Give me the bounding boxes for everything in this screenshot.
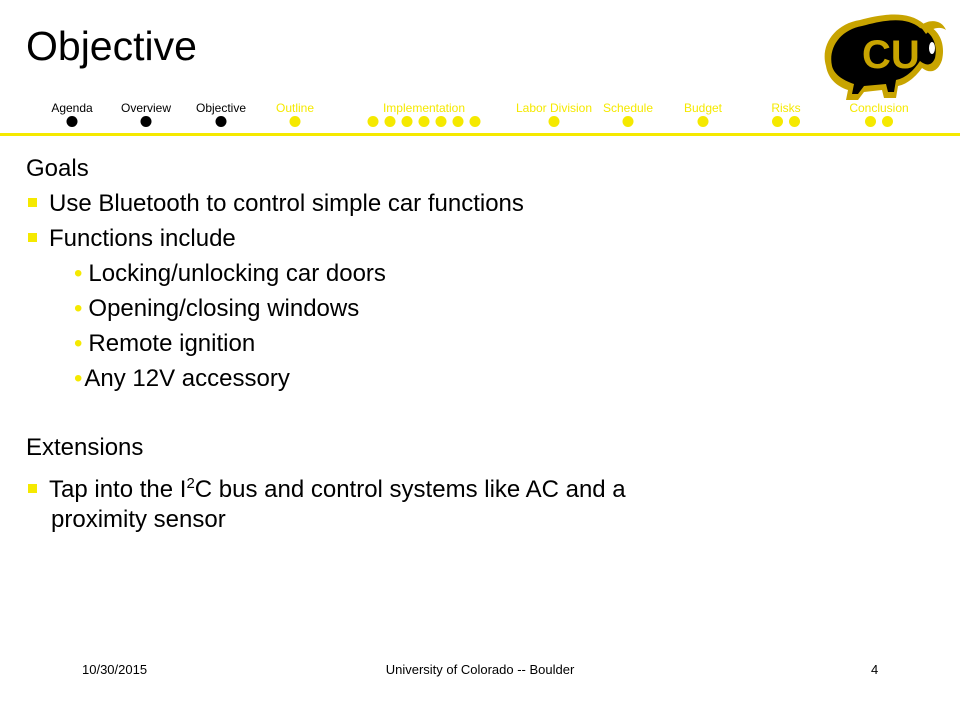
- extension-text-pre: Tap into the I: [49, 476, 187, 503]
- nav-dots: [865, 116, 893, 127]
- square-bullet-icon: [28, 233, 37, 242]
- nav-dots: [67, 116, 78, 127]
- goal-text: Use Bluetooth to control simple car functions: [49, 190, 524, 217]
- nav-dot[interactable]: [402, 116, 413, 127]
- goal-item: [28, 224, 236, 254]
- extension-text-post: C bus and control systems like AC and a: [194, 476, 626, 503]
- function-text: Any 12V accessory: [84, 365, 290, 392]
- square-bullet-icon: [28, 198, 37, 207]
- nav-dot[interactable]: [772, 116, 783, 127]
- nav-label: Outline: [275, 101, 315, 115]
- dot-bullet-icon: •: [74, 295, 83, 322]
- dot-bullet-icon: •: [74, 365, 83, 392]
- square-bullet-icon: [28, 484, 37, 493]
- nav-label: Conclusion: [849, 101, 909, 115]
- function-text: Locking/unlocking car doors: [88, 260, 386, 287]
- nav-dot[interactable]: [385, 116, 396, 127]
- buffalo-cu-logo-icon: [812, 6, 952, 102]
- nav-dot[interactable]: [549, 116, 560, 127]
- nav-label: Implementation: [382, 101, 466, 115]
- logo-text: [862, 33, 920, 77]
- extension-superscript: 2: [186, 475, 195, 492]
- slide-title: Objective: [26, 23, 197, 69]
- nav-dots: [549, 116, 560, 127]
- nav-label: Labor Division: [515, 101, 593, 115]
- goals-heading: Goals: [26, 155, 89, 182]
- nav-dot[interactable]: [141, 116, 152, 127]
- nav-dot[interactable]: [67, 116, 78, 127]
- nav-dots: [698, 116, 709, 127]
- nav-label: Budget: [683, 101, 723, 115]
- footer-date: 10/30/2015: [82, 662, 148, 677]
- nav-dot[interactable]: [419, 116, 430, 127]
- nav-dot[interactable]: [453, 116, 464, 127]
- nav-label: Objective: [195, 101, 247, 115]
- nav-dot[interactable]: [698, 116, 709, 127]
- nav-dot[interactable]: [882, 116, 893, 127]
- nav-label: Agenda: [51, 101, 93, 115]
- nav-dot[interactable]: [436, 116, 447, 127]
- section-navigation: [0, 100, 960, 132]
- nav-dots: [623, 116, 634, 127]
- slide-number: 4: [871, 662, 879, 677]
- function-item: [74, 364, 290, 394]
- function-item: [74, 259, 386, 289]
- nav-dot[interactable]: [290, 116, 301, 127]
- function-item: [74, 294, 359, 324]
- dot-bullet-icon: •: [74, 330, 83, 357]
- nav-dot[interactable]: [470, 116, 481, 127]
- function-text: Remote ignition: [88, 330, 256, 357]
- footer-organization: University of Colorado -- Boulder: [385, 662, 575, 677]
- nav-dots: [772, 116, 800, 127]
- nav-dots: [290, 116, 301, 127]
- nav-dot[interactable]: [368, 116, 379, 127]
- extension-item: [28, 469, 626, 505]
- goal-text: Functions include: [49, 225, 236, 252]
- nav-dots: [368, 116, 481, 127]
- dot-bullet-icon: •: [74, 260, 83, 287]
- svg-text:CU: CU: [862, 33, 920, 77]
- nav-label: Schedule: [602, 101, 654, 115]
- function-item: [74, 329, 255, 359]
- function-text: Opening/closing windows: [88, 295, 360, 322]
- nav-dot[interactable]: [789, 116, 800, 127]
- goal-item: [28, 189, 524, 219]
- nav-dot[interactable]: [865, 116, 876, 127]
- nav-label: Overview: [120, 101, 172, 115]
- extension-text-line2: proximity sensor: [51, 506, 226, 533]
- header-divider: [0, 133, 960, 136]
- nav-dots: [141, 116, 152, 127]
- nav-dot[interactable]: [216, 116, 227, 127]
- nav-label: Risks: [771, 101, 801, 115]
- nav-dots: [216, 116, 227, 127]
- extensions-heading: Extensions: [26, 434, 144, 461]
- nav-dot[interactable]: [623, 116, 634, 127]
